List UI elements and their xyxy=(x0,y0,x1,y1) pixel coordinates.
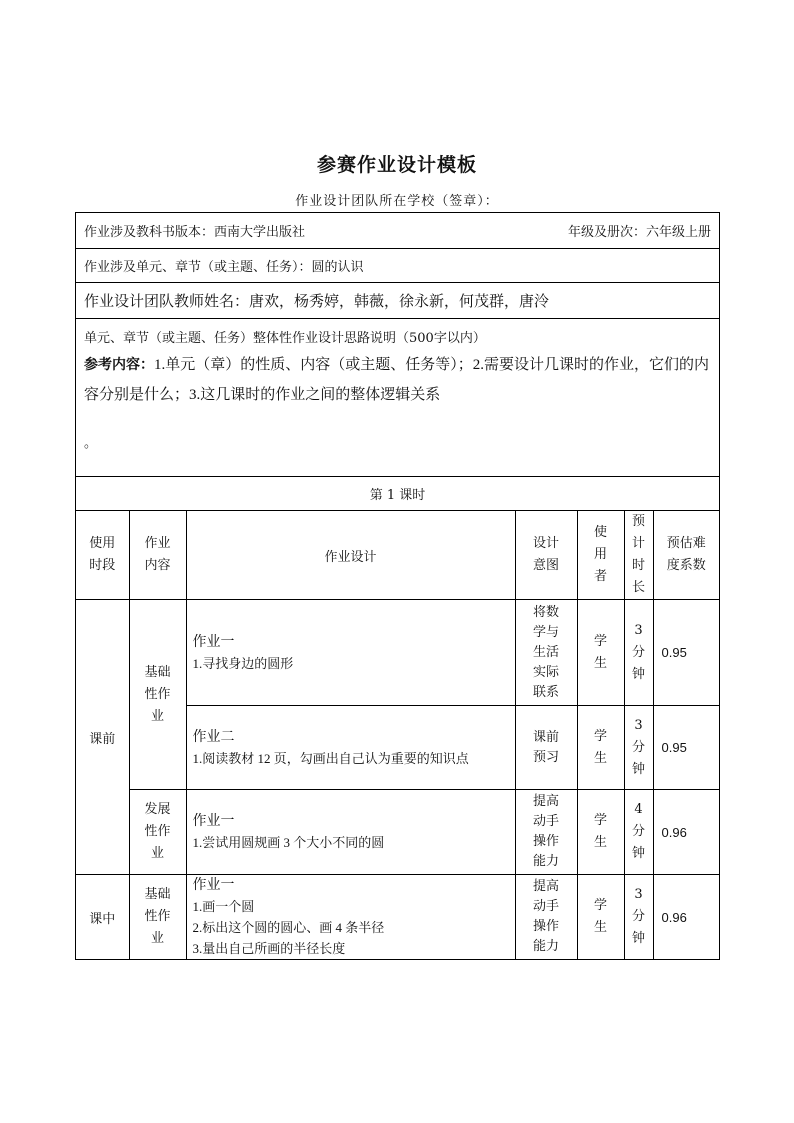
page-title: 参赛作业设计模板 xyxy=(316,154,477,176)
design-cell xyxy=(186,600,515,706)
design-heading: 单元、章节（或主题、任务）整体性作业设计思路说明（500字以内） xyxy=(84,331,486,346)
user-cell: 学生 xyxy=(593,898,607,935)
period-during: 课中 xyxy=(76,875,129,960)
table-header-row xyxy=(76,511,719,600)
time-cell: 4分钟 xyxy=(631,802,645,861)
textbook-field: 作业涉及教科书版本：西南大学出版社 xyxy=(84,225,306,240)
header-period: 使用时段 xyxy=(89,536,116,573)
difficulty-cell: 0.96 xyxy=(653,875,719,960)
grade-field: 年级及册次：六年级上册 xyxy=(567,225,711,240)
difficulty-cell: 0.96 xyxy=(653,790,719,875)
table-row xyxy=(76,875,719,960)
design-description-block xyxy=(76,319,719,477)
time-cell: 3分钟 xyxy=(631,622,645,682)
lesson-title: 第 1 课时 xyxy=(369,488,426,503)
assignment-line: 2.标出这个圆的圆心、画 4 条半径 xyxy=(192,920,385,935)
header-difficulty: 预估难度系数 xyxy=(666,536,706,573)
design-cell xyxy=(186,790,515,875)
intent-cell: 提高动手操作能力 xyxy=(532,794,559,869)
table-row xyxy=(76,790,719,875)
assignment-table xyxy=(76,511,719,959)
category-develop: 发展性作业 xyxy=(144,802,171,861)
header-design: 作业设计 xyxy=(186,511,515,600)
user-cell: 学生 xyxy=(593,633,607,671)
category-basic: 基础性作业 xyxy=(144,664,171,724)
period-before: 课前 xyxy=(76,600,129,875)
reference-label: 参考内容： xyxy=(84,357,154,373)
assignment-title: 作业一 xyxy=(192,633,235,650)
assignment-line: 1.阅读教材 12 页，勾画出自己认为重要的知识点 xyxy=(192,750,469,766)
assignment-form xyxy=(75,212,720,960)
intent-cell: 课前预习 xyxy=(532,729,559,765)
header-content: 作业内容 xyxy=(144,536,171,573)
teachers-row xyxy=(76,283,719,319)
assignment-title: 作业二 xyxy=(192,728,235,745)
design-cell xyxy=(186,875,515,960)
unit-field: 作业涉及单元、章节（或主题、任务）：圆的认识 xyxy=(84,260,364,275)
assignment-title: 作业一 xyxy=(192,877,235,893)
design-cell xyxy=(186,706,515,790)
time-cell: 3分钟 xyxy=(631,717,645,777)
reference-text: 1.单元（章）的性质、内容（或主题、任务等）；2.需要设计几课时的作业，它们的内容分别是什么；3.这几课时的作业之间的整体逻辑关系 xyxy=(84,357,710,403)
assignment-line: 1.画一个圆 xyxy=(192,899,255,914)
difficulty-cell: 0.95 xyxy=(653,600,719,706)
textbook-row xyxy=(76,213,719,249)
time-cell: 3分钟 xyxy=(631,887,645,946)
difficulty-cell: 0.95 xyxy=(653,706,719,790)
intent-cell: 将数学与生活实际联系 xyxy=(532,604,559,700)
intent-cell: 提高动手操作能力 xyxy=(532,879,559,954)
lesson-title-row xyxy=(76,477,719,511)
assignment-line: 3.量出自己所画的半径长度 xyxy=(192,941,346,956)
reference-content xyxy=(84,350,711,410)
school-signature-line: 作业设计团队所在学校（签章）： xyxy=(295,194,499,209)
header-user: 使用者 xyxy=(593,525,607,584)
unit-row xyxy=(76,249,719,283)
trailing-mark: 。 xyxy=(84,436,98,451)
assignment-line: 1.寻找身边的圆形 xyxy=(192,655,294,671)
category-basic-2: 基础性作业 xyxy=(144,887,171,946)
user-cell: 学生 xyxy=(593,813,607,850)
teachers-field: 作业设计团队教师姓名：唐欢，杨秀婷，韩薇，徐永新，何茂群，唐泠 xyxy=(84,294,550,310)
table-row xyxy=(76,600,719,706)
header-time: 预计时长 xyxy=(631,514,645,595)
header-intent: 设计意图 xyxy=(532,536,559,573)
assignment-line: 1.尝试用圆规画 3 个大小不同的圆 xyxy=(192,835,385,850)
assignment-title: 作业一 xyxy=(192,813,235,829)
user-cell: 学生 xyxy=(593,728,607,766)
